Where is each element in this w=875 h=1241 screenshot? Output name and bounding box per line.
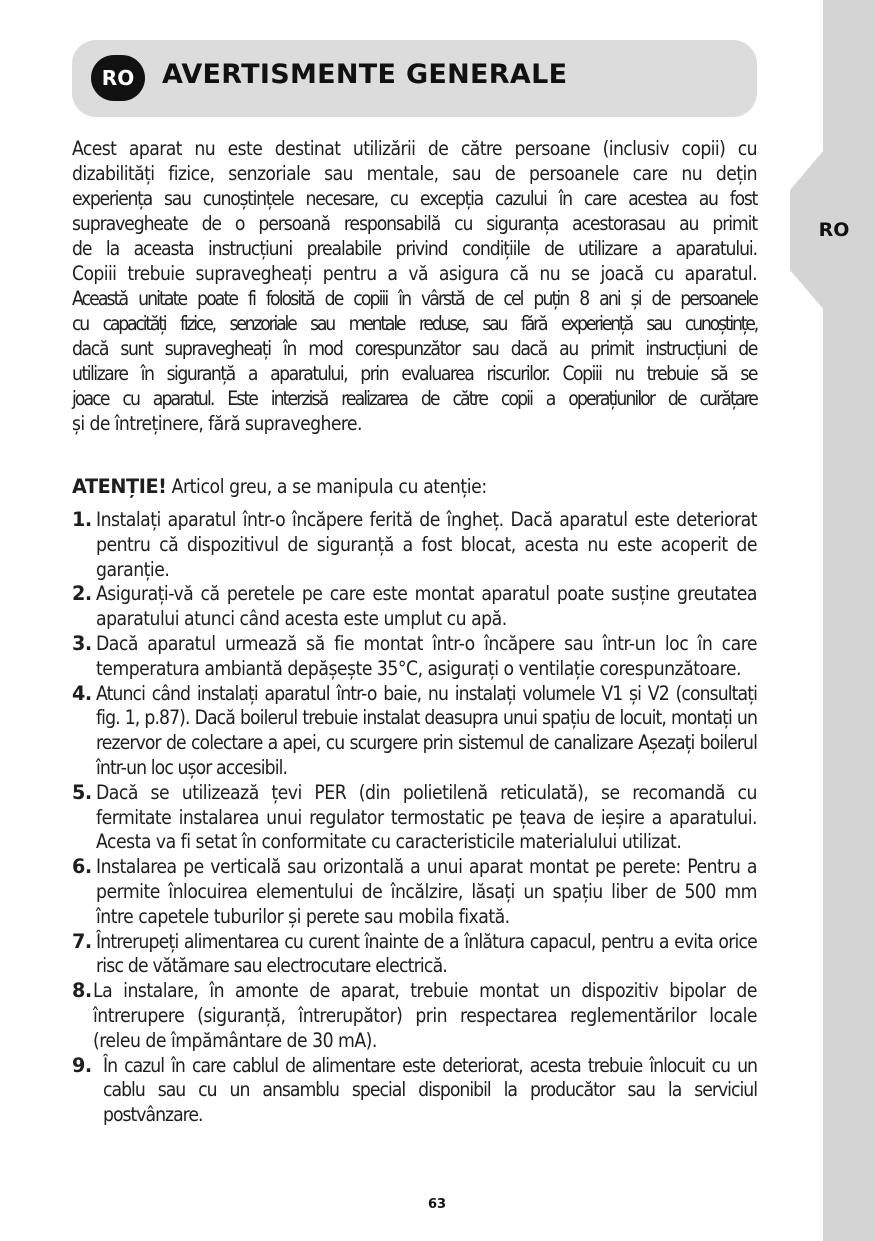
- attention-label: ATENȚIE!: [72, 475, 167, 498]
- item-number: 5.: [72, 780, 92, 804]
- page-number: 63: [427, 1197, 447, 1212]
- item-number: 3.: [72, 631, 92, 655]
- intro-line: experiența sau cunoștințele necesare, cu excepția cazului în care acestea au fost: [72, 187, 757, 210]
- item-text: Dacă aparatul urmează să fie montat într-o încăpere sau într-un loc în care temperatura ambiantă depășește 35°C, asigurați o ventilație corespunzătoare.: [96, 631, 757, 680]
- intro-line: Copiii trebuie supravegheați pentru a vă asigura că nu se joacă cu aparatul.: [72, 262, 757, 285]
- intro-paragraph: [72, 136, 757, 436]
- item-text: Atunci când instalați aparatul într-o baie, nu instalați volumele V1 și V2 (consultați fig. 1, p.87). Dacă boilerul trebuie instalat deasupra unui spațiu de locuit, montați un rezervor de colectare a apei, cu scurgere prin sistemul de canalizare Așezați boilerul într-un loc ușor accesibil.: [96, 681, 757, 779]
- intro-line: supravegheate de o persoană responsabilă cu siguranța acestorasau au primit: [72, 212, 757, 235]
- item-text: Instalați aparatul într-o încăpere ferită de îngheț. Dacă aparatul este deteriorat pentru că dispozitivul de siguranță a fost blocat, acesta nu este acoperit de garanție.: [96, 508, 757, 581]
- side-tab-label: RO: [818, 219, 850, 241]
- intro-line: joace cu aparatul. Este interzisă realizarea de către copii a operațiunilor de curățare: [72, 387, 757, 410]
- list-item: [72, 582, 757, 632]
- list-item: [72, 508, 757, 582]
- list-item: [72, 632, 757, 682]
- item-number: 8.: [72, 979, 92, 1003]
- item-number: 1.: [72, 508, 92, 531]
- item-text: Dacă se utilizează țevi PER (din polietilenă reticulată), se recomandă cu fermitate instalarea unui regulator termostatic pe țeava de ieșire a aparatului. Acesta va fi setat în conformitate cu caracteristicile materialului utilizat.: [96, 780, 757, 854]
- item-number: 2.: [72, 582, 92, 606]
- intro-line: și de întreținere, fără supraveghere.: [72, 412, 362, 435]
- intro-line: Această unitate poate fi folosită de copiii în vârstă de cel puțin 8 ani și de persoanele: [72, 287, 757, 310]
- intro-line: Acest aparat nu este destinat utilizării de către persoane (inclusiv copii) cu: [72, 137, 757, 160]
- attention-notice: [72, 474, 757, 499]
- intro-line: cu capacități fizice, senzoriale sau mentale reduse, sau fără experiență sau cunoștințe,: [72, 312, 757, 335]
- intro-line: utilizare în siguranță a aparatului, prin evaluarea riscurilor. Copiii nu trebuie să se: [72, 362, 757, 385]
- item-text: Întrerupeți alimentarea cu curent înainte de a înlătura capacul, pentru a evita orice risc de vătămare sau electrocutare electrică.: [96, 929, 757, 978]
- item-text: La instalare, în amonte de aparat, trebuie montat un dispozitiv bipolar de întrerupere (siguranță, întrerupător) prin respectarea reglementărilor locale (releu de împământare de 30 mA).: [93, 979, 757, 1052]
- item-number: 9.: [72, 1053, 92, 1077]
- item-number: 6.: [72, 855, 92, 879]
- page-title: AVERTISMENTE GENERALE: [162, 59, 568, 90]
- item-text: Instalarea pe verticală sau orizontală a unui aparat montat pe perete: Pentru a permite înlocuirea elementului de încălzire, lăsați un spațiu liber de 500 mm între capetele tuburilor și perete sau mobila fixată.: [96, 855, 757, 928]
- item-number: 4.: [72, 681, 92, 705]
- list-item: [72, 855, 757, 929]
- list-item: [72, 979, 757, 1053]
- attention-text: Articol greu, a se manipula cu atenție:: [166, 475, 487, 498]
- list-item: [72, 1054, 757, 1128]
- item-number: 7.: [72, 929, 92, 953]
- item-text: Asigurați-vă că peretele pe care este montat aparatul poate susține greutatea aparatului atunci când acesta este umplut cu apă.: [96, 582, 757, 631]
- intro-line: de la aceasta instrucțiuni prealabile privind condițiile de utilizare a aparatului.: [72, 237, 757, 260]
- intro-line: dizabilități fizice, senzoriale sau mentale, sau de persoanele care nu dețin: [72, 162, 757, 185]
- list-item: [72, 781, 757, 855]
- language-badge: RO: [91, 55, 145, 101]
- intro-line: dacă sunt supravegheați în mod corespunzător sau dacă au primit instrucțiuni de: [72, 337, 757, 360]
- item-text: În cazul în care cablul de alimentare este deteriorat, acesta trebuie înlocuit cu un cablu sau cu un ansamblu special disponibil la producător sau la serviciul postvânzare.: [103, 1053, 757, 1127]
- instructions-list: [72, 508, 757, 1128]
- list-item: [72, 682, 757, 781]
- list-item: [72, 930, 757, 980]
